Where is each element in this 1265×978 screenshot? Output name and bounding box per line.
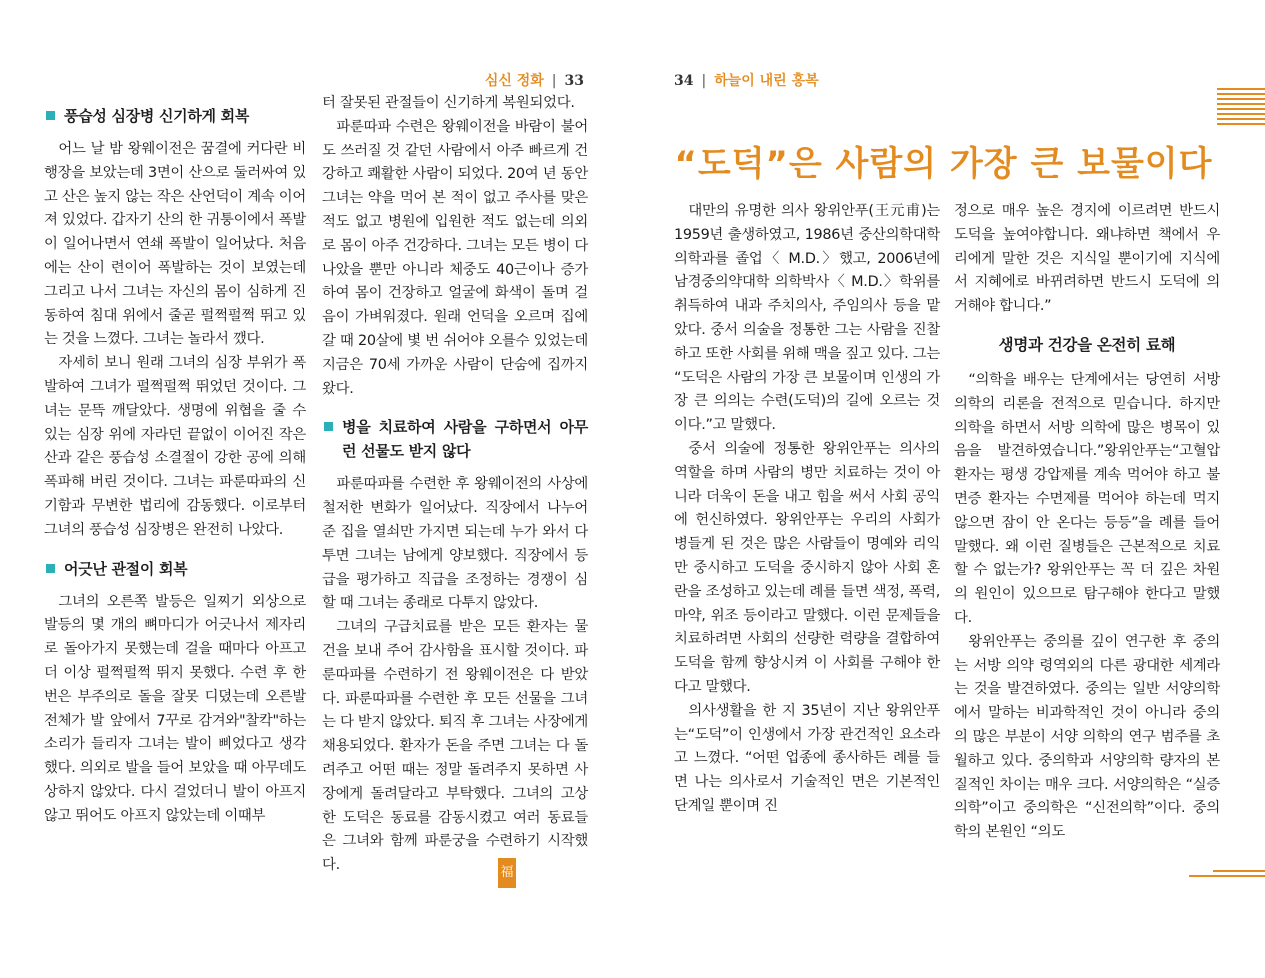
paragraph: 파룬따파를 수련한 후 왕웨이전의 사상에 철저한 변화가 일어났다. 직장에서 나누어준 집을 열쇠만 가지면 되는데 누가 와서 다투면 그녀는 남에게 양보했다. 직장에서 등급을 평가하고 직급을 조정하는 경쟁이 심할 때 그녀는 종래로 다투지 않았다. (322, 476, 588, 612)
bullet-square-icon (46, 564, 55, 573)
right-column-1 (674, 200, 940, 819)
subheading-text: 풍습성 심장병 신기하게 회복 (64, 107, 250, 125)
paragraph: 터 잘못된 관절들이 신기하게 복원되었다. (322, 95, 575, 111)
left-page-header (485, 70, 584, 90)
right-page-number: 34 (674, 73, 694, 89)
paragraph: 파룬따파 수련은 왕웨이전을 바람이 불어도 쓰러질 것 같던 사람에서 아주 빠르게 건강하고 쾌활한 사람이 되었다. 20여 년 동안 그녀는 약을 먹어 본 적이 없고 주사를 맞은 적도 없고 병원에 입원한 적도 없는데 의외로 몸이 아주 건강하다. 그녀는 모든 병이 다 나았을 뿐만 아니라 체중도 40근이나 증가하여 몸이 건장하고 얼굴에 화색이 돌며 걸음이 가벼워졌다. 원래 언덕을 오르며 집에 갈 때 20살에 볓 번 쉬어야 오를수 있었는데 지금은 70세 가까운 사람이 단숨에 집까지 왔다. (322, 118, 588, 397)
paragraph: 의사생활을 한 지 35년이 지난 왕위안푸는“도덕”이 인생에서 가장 관건적인 요소라고 느꼈다. “어떤 업종에 종사하든 례를 들면 나는 의사로서 기술적인 면은 기본적인 단계일 뿐이며 진 (674, 702, 940, 814)
right-page-header (674, 70, 819, 90)
bullet-square-icon (46, 111, 55, 120)
paragraph: 대만의 유명한 의사 왕위안푸(王元甫)는 1959년 출생하였고, 1986년 중산의학대학 의학과를 졸업〈 M.D.〉했고, 2006년에 남경중의약대학 의학박사〈 M.D.〉학위를 취득하여 내과 주치의사, 주임의사 등을 맡았다. 중서 의술을 정통한 그는 사람을 진찰하고 또한 사회를 위해 맥을 짚고 있다. 그는 “도덕은 사람의 가장 큰 보물이며 인생의 가장 큰 의의는 수련(도덕)의 길에 오르는 것이다.”고 말했다. (674, 203, 940, 434)
paragraph: 정으로 매우 높은 경지에 이르려면 반드시 도덕을 높여야합니다. 왜냐하면 책에서 우리에게 말한 것은 지식일 뿐이기에 지식에서 지혜에로 바뀌려하면 반드시 도덕에 의거해야 합니다.” (954, 203, 1220, 315)
bullet-square-icon (324, 422, 333, 431)
paragraph: 중서 의술에 정통한 왕위안푸는 의사의 역할을 하며 사람의 병만 치료하는 것이 아니라 더욱이 돈을 내고 힘을 써서 사회 공익에 헌신하였다. 왕위안푸는 우리의 사회가 병들게 된 것은 많은 사람들이 명예와 리익만 중시하고 도덕을 중시하지 않아 사회 혼란을 조성하고 있는데 례를 들면 색정, 폭력, 마약, 위조 등이라고 말했다. 이런 문제들을 치료하려면 사회의 선량한 력량을 결합하여 도덕을 함께 향상시켜 이 사회를 구해야 한다고 말했다. (674, 440, 940, 695)
left-page (0, 0, 622, 978)
fortune-stamp-icon: 福 (498, 858, 516, 888)
paragraph: “의학을 배우는 단계에서는 당연히 서방의학의 리론을 전적으로 믿습니다. 하지만 의학을 하면서 서방 의학에 많은 병목이 있음을 발견하였습니다.”왕위안푸는“고혈압 환자는 평생 강압제를 계속 먹어야 하고 불면증 환자는 수면제를 먹어야 하는데 먹지 않으면 잠이 안 온다는 등등”을 례를 들어 말했다. 왜 이런 질병들은 근본적으로 치료할 수 없는가? 왕위안푸는 꼭 더 깊은 차원의 원인이 있으므로 탐구해야 한다고 말했다. (954, 371, 1220, 626)
header-separator: | (701, 73, 707, 89)
left-column-2 (322, 92, 588, 878)
article-title: “도덕”은 사람의 가장 큰 보물이다 (674, 144, 1213, 184)
paragraph: 어느 날 밤 왕웨이전은 꿈결에 커다란 비행장을 보았는데 3면이 산으로 둘러싸여 있고 산은 높지 않는 작은 산언덕이 계속 이어져 있었다. 갑자기 산의 한 귀퉁이에서 폭발이 일어나면서 연쇄 폭발이 일어났다. 처음에는 산이 련이어 폭발하는 것이 보였는데 그리고 나서 그녀는 자신의 몸이 심하게 진동하여 침대 위에서 줄곧 펄쩍펄쩍 뛰고 있는 것을 느꼈다. 그녀는 놀라서 깼다. (44, 141, 306, 348)
right-page (622, 0, 1265, 978)
right-header-title: 하늘이 내린 홍복 (714, 73, 819, 89)
paragraph: 왕위안푸는 중의를 깊이 연구한 후 중의는 서방 의약 령역외의 다른 광대한 세계라는 것을 발견하였다. 중의는 일반 서양의학에서 말하는 비과학적인 것이 아니라 중의의 많은 부분이 서양 의학의 연구 범주를 초월하고 있다. 중의학과 서양의학 량자의 본질적인 차이는 매우 크다. 서양의학은 “실증의학”이고 중의학은 “신전의학”이다. 중의학의 본원인 “의도 (954, 633, 1220, 841)
bottom-orange-rule (1189, 870, 1265, 880)
paragraph: 자세히 보니 원래 그녀의 심장 부위가 폭발하여 그녀가 펄쩍펄쩍 뛰었던 것이다. 그녀는 문뜩 깨달았다. 생명에 위협을 줄 수 있는 심장 위에 자라던 끝없이 이어진 작은 산과 같은 풍습성 소결절이 강한 공에 의해 폭파해 버린 것이다. 그녀는 파룬따파의 신기함과 무변한 법리에 감동했다. 이로부터 그녀의 풍습성 심장병은 완전히 나았다. (44, 355, 306, 538)
paragraph: 그녀의 오른쪽 발등은 일찌기 외상으로 발등의 몇 개의 뼈마디가 어긋나서 제자리로 돌아가지 못했는데 걸을 때마다 아프고 더 이상 펄쩍펄쩍 뛰지 못했다. 수련 후 한 번은 부주의로 돌을 잘못 디뎠는데 오른발 전체가 발 앞에서 7꾸로 감겨와"찰칵"하는 소리가 들리자 그녀는 발이 삐었다고 생각했다. 의외로 발을 들어 보았을 때 아무데도 상하지 않았다. 다시 걸었더니 발이 아프지 않고 뛰어도 아프지 않았는데 이때부 (44, 593, 306, 824)
right-column-2 (954, 200, 1220, 845)
top-orange-rule (1217, 88, 1265, 128)
paragraph: 그녀의 구급치료를 받은 모든 환자는 물건을 보내 주어 감사함을 표시할 것이다. 파룬따파를 수련하기 전 왕웨이전은 다 받았다. 파룬따파를 수련한 후 모든 선물을 그녀는 다 받지 않았다. 퇴직 후 그녀는 사장에게 채용되었다. 환자가 돈을 주면 그녀는 다 돌려주고 어떤 때는 정말 돌려주지 못하면 사장에게 돌려달라고 부탁했다. 그녀의 고상한 도덕은 동료를 감동시켰고 여러 동료들은 그녀와 함께 파룬궁을 수련하기 시작했다. (322, 619, 588, 874)
left-column-1 (44, 102, 306, 829)
subheading (44, 557, 306, 581)
subheading: 생명과 건강을 온전히 료해 (998, 335, 1176, 354)
subheading (44, 104, 306, 128)
left-header-title: 심신 정화 (484, 73, 544, 89)
subheading (322, 415, 588, 463)
subheading-text: 어긋난 관절이 회복 (64, 559, 188, 578)
subheading-text: 병을 치료하여 사람을 구하면서 아무런 선물도 받지 않다 (342, 418, 588, 461)
left-page-number: 33 (564, 73, 584, 89)
header-separator: | (551, 73, 557, 89)
